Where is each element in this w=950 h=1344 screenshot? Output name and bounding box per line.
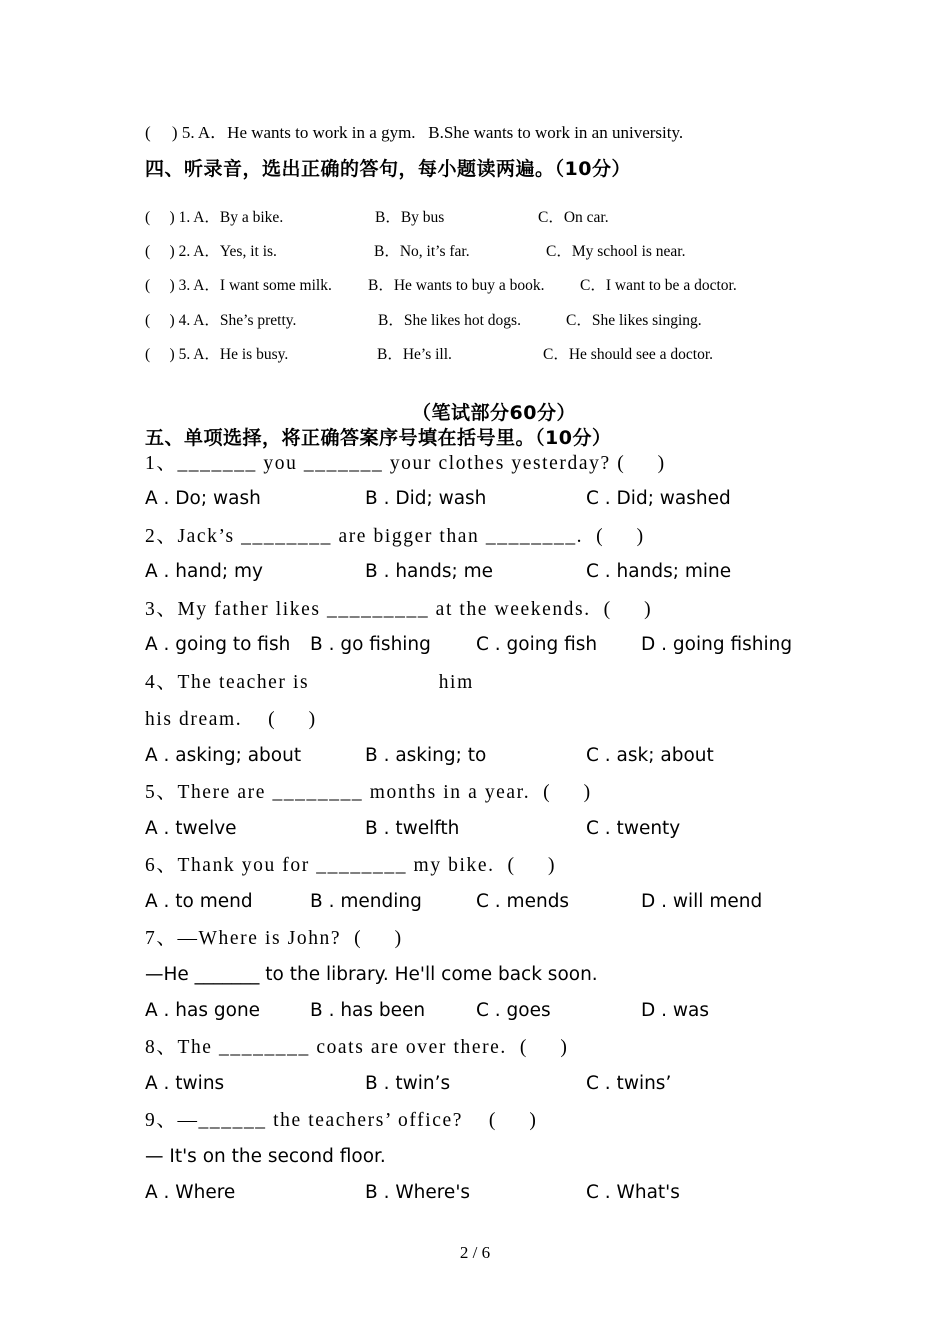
item-stem: ( ) 2. A．Yes, it is. <box>145 243 277 260</box>
question-stem-continued: his dream. ( ) <box>145 709 317 730</box>
question-stem-continued: —He _______ to the library. He'll come back soon. <box>145 964 598 985</box>
option-c: C . twenty <box>586 818 681 839</box>
option-b: B . twelfth <box>365 818 460 839</box>
option-c: C . What's <box>586 1182 680 1203</box>
question-stem: 7、—Where is John? ( ) <box>145 928 403 949</box>
question-stem: 8、The ________ coats are over there. ( ) <box>145 1037 569 1058</box>
item-stem: ( ) 5. A．He is busy. <box>145 346 289 363</box>
option-c: C．On car. <box>538 209 609 226</box>
option-b: B . mending <box>310 891 422 912</box>
option-b: B . Where's <box>365 1182 471 1203</box>
option-a: A . to mend <box>145 891 253 912</box>
question-stem: 3、My father likes _________ at the weekends. ( ) <box>145 599 653 620</box>
option-d: D . going fishing <box>641 634 793 655</box>
option-d: D . was <box>641 1000 709 1021</box>
item-stem: ( ) 1. A．By a bike. <box>145 209 284 226</box>
option-d: D . will mend <box>641 891 763 912</box>
question-stem: 9、—______ the teachers’ office? ( ) <box>145 1110 538 1131</box>
option-b: B．She likes hot dogs. <box>378 312 521 329</box>
question-options <box>145 817 845 841</box>
option-b: B . go fishing <box>310 634 431 655</box>
option-c: C．My school is near. <box>546 243 686 260</box>
item-stem: ( ) 3. A．I want some milk. <box>145 277 332 294</box>
question-options <box>145 890 845 914</box>
item-stem: ( ) 4. A．She’s pretty. <box>145 312 297 329</box>
option-c: C．He should see a doctor. <box>543 346 714 363</box>
listening-item <box>145 206 845 230</box>
option-a: A . hand; my <box>145 561 263 582</box>
option-b: B . asking; to <box>365 745 487 766</box>
question-options <box>145 999 845 1023</box>
option-c: C．She likes singing. <box>566 312 702 329</box>
question-stem: 1、_______ you _______ your clothes yesterday? ( ) <box>145 453 666 474</box>
option-b: B．No, it’s far. <box>374 243 470 260</box>
listening-item <box>145 274 845 298</box>
listening-item <box>145 240 845 264</box>
option-a: A . Where <box>145 1182 236 1203</box>
option-c: C . ask; about <box>586 745 714 766</box>
option-b: B．He wants to buy a book. <box>368 277 545 294</box>
question-stem: 4、The teacher is him <box>145 672 474 693</box>
option-a: A . Do; wash <box>145 488 261 509</box>
page-number: 2 / 6 <box>459 1243 491 1262</box>
section5-heading: 五、单项选择，将正确答案序号填在括号里。（10分） <box>145 427 612 449</box>
option-b: B . has been <box>310 1000 426 1021</box>
option-a: A . has gone <box>145 1000 261 1021</box>
question-options <box>145 744 845 768</box>
option-b: B . Did; wash <box>365 488 487 509</box>
question-options <box>145 487 845 511</box>
written-part-title: （笔试部分60分） <box>412 402 576 424</box>
option-c: C . Did; washed <box>586 488 731 509</box>
question-options <box>145 560 845 584</box>
option-a: A . twelve <box>145 818 237 839</box>
option-a: A . going to fish <box>145 634 291 655</box>
option-a: A . twins <box>145 1073 225 1094</box>
option-b: B．He’s ill. <box>377 346 452 363</box>
option-c: C . hands; mine <box>586 561 732 582</box>
question-stem: 5、There are ________ months in a year. ( ) <box>145 782 592 803</box>
listening-item <box>145 309 845 333</box>
option-c: C．I want to be a doctor. <box>580 277 737 294</box>
option-c: C . mends <box>476 891 570 912</box>
question-options <box>145 1072 845 1096</box>
section4-heading: 四、听录音，选出正确的答句，每小题读两遍。（10分） <box>145 158 631 180</box>
option-b: B . twin’s <box>365 1073 451 1094</box>
question-stem: 6、Thank you for ________ my bike. ( ) <box>145 855 557 876</box>
question-stem-continued: — It's on the second floor. <box>145 1146 386 1167</box>
prev-listening-item: ( ) 5. A．He wants to work in a gym. B.She wants to work in an university. <box>145 123 684 142</box>
option-c: C . goes <box>476 1000 551 1021</box>
listening-item <box>145 343 845 367</box>
option-a: A . asking; about <box>145 745 302 766</box>
question-stem: 2、Jack’s ________ are bigger than ________. ( ) <box>145 526 645 547</box>
question-options <box>145 1181 845 1205</box>
question-options <box>145 633 845 657</box>
option-b: B . hands; me <box>365 561 494 582</box>
option-c: C . going fish <box>476 634 598 655</box>
option-c: C . twins’ <box>586 1073 672 1094</box>
option-b: B．By bus <box>375 209 445 226</box>
